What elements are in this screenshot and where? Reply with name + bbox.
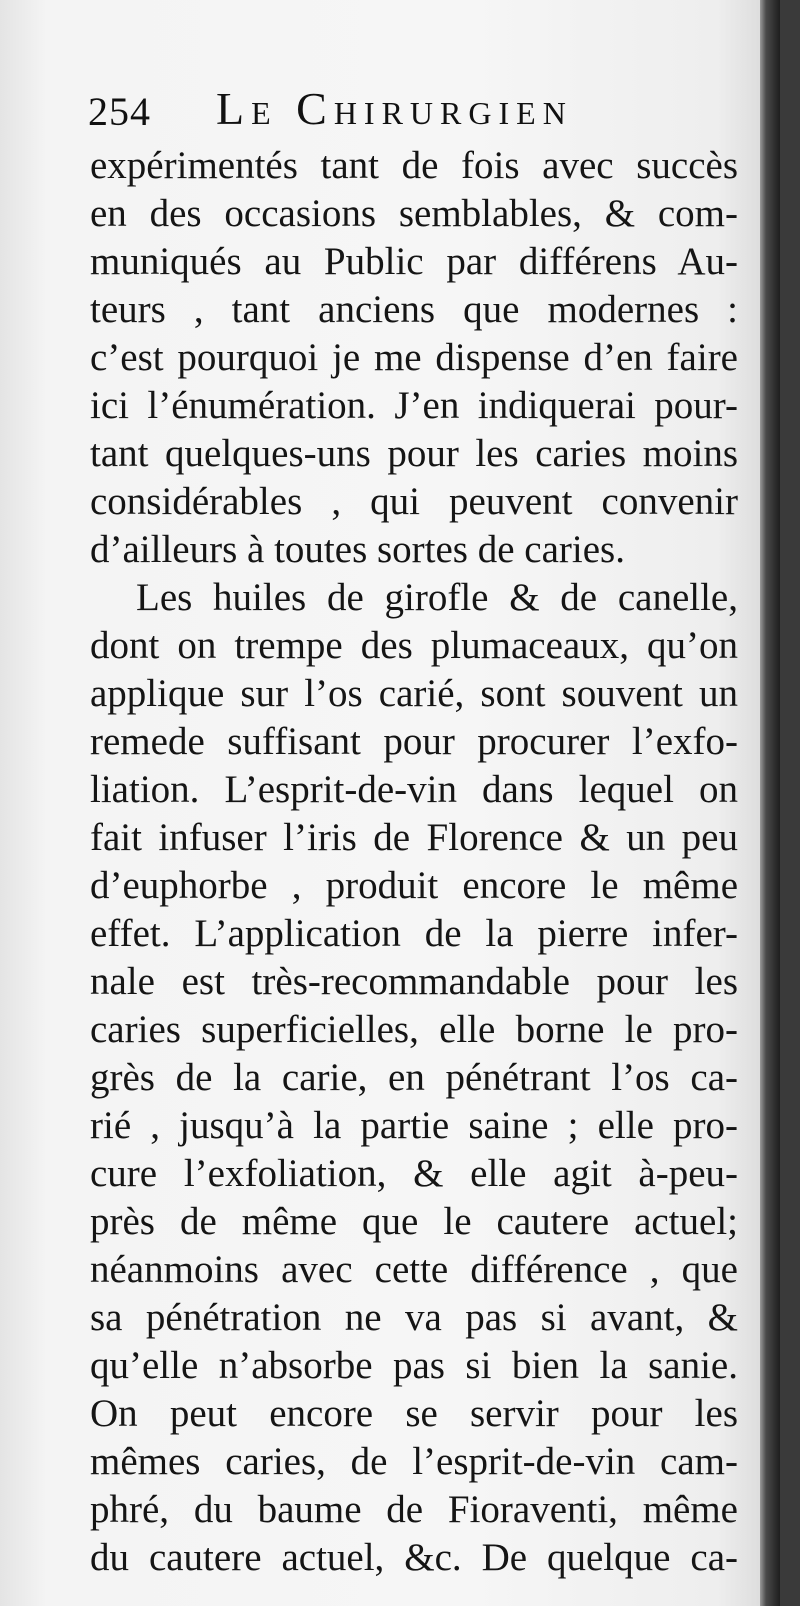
text-line: caries superficielles, elle borne le pro-	[90, 1008, 738, 1051]
text-line: néanmoins avec cette différence , que	[90, 1248, 738, 1291]
page-number: 254	[88, 89, 151, 134]
text-line: expérimentés tant de fois avec succès	[90, 144, 738, 187]
text-line: qu’elle n’absorbe pas si bien la sanie.	[90, 1344, 738, 1387]
text-line: fait infuser l’iris de Florence & un peu	[90, 816, 738, 859]
text-line: nale est très-recommandable pour les	[90, 960, 738, 1003]
text-line: effet. L’application de la pierre infer-	[90, 912, 738, 955]
text-line: phré, du baume de Fioraventi, même	[90, 1488, 738, 1531]
running-title: Le Chirurgien	[216, 83, 573, 134]
text-line: rié , jusqu’à la partie saine ; elle pro-	[90, 1104, 738, 1147]
text-line: On peut encore se servir pour les	[90, 1392, 738, 1435]
text-line: d’euphorbe , produit encore le même	[90, 864, 738, 907]
text-line: près de même que le cautere actuel;	[90, 1200, 738, 1243]
text-line: sa pénétration ne va pas si avant, &	[90, 1296, 738, 1339]
text-line: c’est pourquoi je me dispense d’en faire	[90, 336, 738, 379]
body-text	[90, 142, 738, 1582]
text-line: considérables , qui peuvent convenir	[90, 480, 738, 523]
text-line: dont on trempe des plumaceaux, qu’on	[90, 624, 738, 667]
text-line: muniqués au Public par différens Au-	[90, 240, 738, 283]
text-line: liation. L’esprit-de-vin dans lequel on	[90, 768, 738, 811]
paragraph-first-line: Les huiles de girofle & de canelle,	[136, 576, 738, 619]
text-line: du cautere actuel, &c. De quelque ca-	[90, 1536, 738, 1579]
text-line: cure l’exfoliation, & elle agit à-peu-	[90, 1152, 738, 1195]
page-header	[88, 78, 748, 138]
text-line: applique sur l’os carié, sont souvent un	[90, 672, 738, 715]
page-edge-shadow	[760, 0, 780, 1606]
text-line: remede suffisant pour procurer l’exfo-	[90, 720, 738, 763]
text-line: mêmes caries, de l’esprit-de-vin cam-	[90, 1440, 738, 1483]
text-line: grès de la carie, en pénétrant l’os ca-	[90, 1056, 738, 1099]
text-line: teurs , tant anciens que modernes :	[90, 288, 738, 331]
text-line: en des occasions semblables, & com-	[90, 192, 738, 235]
text-line: ici l’énumération. J’en indiquerai pour-	[90, 384, 738, 427]
text-line: d’ailleurs à toutes sortes de caries.	[90, 528, 625, 571]
text-line: tant quelques-uns pour les caries moins	[90, 432, 738, 475]
